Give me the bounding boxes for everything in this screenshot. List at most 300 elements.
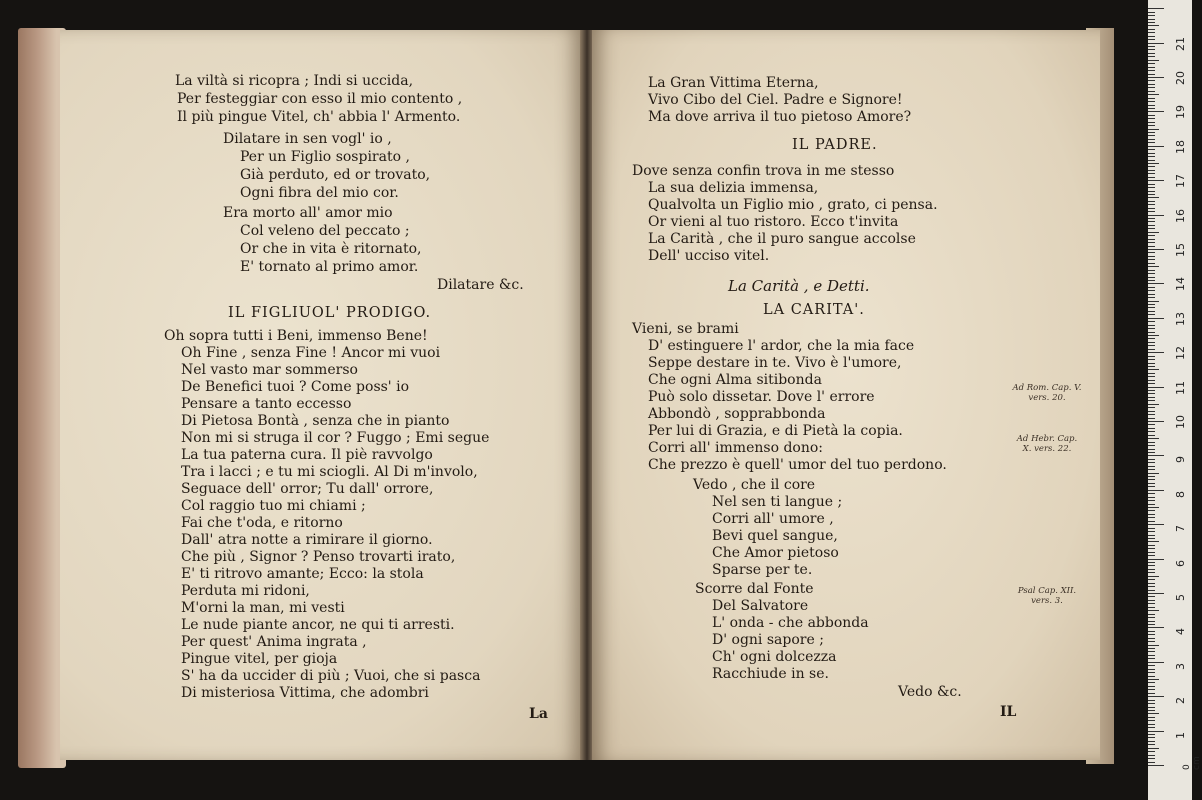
ruler-tick [1148, 142, 1155, 143]
text-line: Del Salvatore [712, 598, 809, 614]
ruler-tick [1148, 77, 1164, 78]
ruler-tick [1148, 60, 1159, 61]
ruler-tick [1148, 483, 1155, 484]
ruler-tick [1148, 607, 1155, 608]
text-line: Dell' ucciso vitel. [648, 248, 770, 264]
ruler-tick [1148, 565, 1155, 566]
ruler-tick [1148, 105, 1155, 106]
ruler-tick [1148, 74, 1155, 75]
ruler-tick [1148, 15, 1155, 16]
ruler-tick [1148, 160, 1155, 161]
ruler-tick [1148, 424, 1155, 425]
text-line: Che ogni Alma sitibonda [648, 372, 822, 388]
ruler-tick [1148, 153, 1155, 154]
ruler-tick [1148, 307, 1155, 308]
ruler-number: 17 [1174, 174, 1187, 189]
ruler-number: 21 [1174, 36, 1187, 51]
ruler-number: 20 [1174, 71, 1187, 85]
text-line: D' ogni sapore ; [712, 632, 824, 648]
ruler-tick [1148, 497, 1155, 498]
ruler-tick [1148, 645, 1159, 646]
ruler-tick [1148, 221, 1155, 222]
ruler-tick [1148, 473, 1159, 474]
ruler-tick [1148, 287, 1155, 288]
ruler-tick [1148, 349, 1155, 350]
ruler-number: 14 [1174, 277, 1187, 292]
ruler-tick [1148, 658, 1155, 659]
ruler-tick [1148, 596, 1155, 597]
text-line: Or vieni al tuo ristoro. Ecco t'invita [648, 214, 899, 230]
ruler-tick [1148, 400, 1155, 401]
ruler-tick [1148, 63, 1155, 64]
ruler-tick [1148, 748, 1159, 749]
text-line: Seppe destare in te. Vivo è l'umore, [648, 355, 902, 371]
text-line: La sua delizia immensa, [648, 180, 819, 196]
ruler-tick [1148, 239, 1155, 240]
ruler-tick [1148, 737, 1155, 738]
scene-heading: La Carità , e Detti. [728, 277, 870, 295]
ruler-number: 7 [1174, 525, 1187, 533]
ruler-tick [1148, 624, 1155, 625]
text-line: Già perduto, ed or trovato, [240, 167, 431, 183]
measuring-ruler [1148, 0, 1192, 800]
text-line: Ch' ogni dolcezza [712, 649, 837, 665]
ruler-tick [1148, 579, 1155, 580]
text-line: Di misteriosa Vittima, che adombri [181, 685, 429, 701]
ruler-tick [1148, 80, 1155, 81]
ruler-tick [1148, 744, 1155, 745]
text-line: Può solo dissetar. Dove l' errore [648, 389, 875, 405]
text-line: Vedo &c. [898, 684, 962, 700]
ruler-tick [1148, 479, 1155, 480]
ruler-tick [1148, 469, 1155, 470]
ruler-tick [1148, 452, 1155, 453]
ruler-tick [1148, 273, 1155, 274]
ruler-tick [1148, 531, 1155, 532]
ruler-number: 16 [1174, 208, 1187, 223]
ruler-unit-label: 0 cm [1182, 756, 1202, 770]
text-line: Per festeggiar con esso il mio contento , [177, 91, 463, 107]
ruler-tick [1148, 724, 1155, 725]
text-line: E' tornato al primo amor. [240, 259, 419, 275]
ruler-tick [1148, 504, 1155, 505]
text-line: Bevi quel sangue, [712, 528, 838, 544]
left-page [60, 30, 582, 760]
ruler-tick [1148, 235, 1155, 236]
margin-note: Psal Cap. XII. vers. 3. [1017, 586, 1077, 606]
ruler-tick [1148, 641, 1155, 642]
ruler-tick [1148, 180, 1164, 181]
ruler-tick [1148, 166, 1155, 167]
ruler-tick [1148, 407, 1155, 408]
ruler-tick [1148, 476, 1155, 477]
ruler-tick [1148, 614, 1155, 615]
ruler-tick [1148, 686, 1155, 687]
ruler-number: 5 [1174, 594, 1187, 601]
ruler-tick [1148, 249, 1164, 250]
ruler-tick [1148, 70, 1155, 71]
ruler-tick [1148, 163, 1159, 164]
ruler-tick [1148, 762, 1155, 763]
ruler-tick [1148, 486, 1155, 487]
text-line: Qualvolta un Figlio mio , grato, ci pensa. [648, 197, 938, 213]
ruler-tick [1148, 228, 1155, 229]
text-line: Nel vasto mar sommerso [181, 362, 358, 378]
speaker-heading: LA CARITA'. [763, 302, 865, 318]
ruler-tick [1148, 710, 1155, 711]
text-line: Vedo , che il core [693, 477, 816, 493]
ruler-tick [1148, 562, 1155, 563]
ruler-tick [1148, 53, 1155, 54]
ruler-number: 1 [1174, 731, 1187, 739]
ruler-tick [1148, 651, 1155, 652]
ruler-tick [1148, 208, 1155, 209]
ruler-tick [1148, 187, 1155, 188]
ruler-tick [1148, 94, 1159, 95]
ruler-tick [1148, 266, 1159, 267]
ruler-tick [1148, 242, 1155, 243]
ruler-tick [1148, 263, 1155, 264]
ruler-tick [1148, 524, 1164, 525]
text-line: L' onda - che abbonda [712, 615, 869, 631]
ruler-tick [1148, 32, 1155, 33]
ruler-tick [1148, 211, 1155, 212]
ruler-tick [1148, 459, 1155, 460]
ruler-tick [1148, 707, 1155, 708]
ruler-tick [1148, 741, 1155, 742]
ruler-number: 8 [1174, 490, 1187, 498]
ruler-tick [1148, 376, 1155, 377]
ruler-tick [1148, 363, 1155, 364]
ruler-tick [1148, 627, 1164, 628]
ruler-tick [1148, 682, 1155, 683]
ruler-tick [1148, 338, 1155, 339]
ruler-tick [1148, 586, 1155, 587]
text-line: Le nude piante ancor, ne qui ti arresti. [181, 617, 455, 633]
ruler-tick [1148, 617, 1155, 618]
ruler-tick [1148, 335, 1159, 336]
ruler-tick [1148, 665, 1155, 666]
ruler-tick [1148, 115, 1155, 116]
ruler-number: 2 [1174, 697, 1187, 705]
ruler-tick [1148, 369, 1159, 370]
ruler-tick [1148, 555, 1155, 556]
ruler-tick [1148, 689, 1155, 690]
text-line: Perduta mi ridoni, [181, 583, 310, 599]
ruler-tick [1148, 535, 1155, 536]
text-line: La Carità , che il puro sangue accolse [648, 231, 916, 247]
speaker-heading: IL PADRE. [792, 137, 878, 153]
ruler-tick [1148, 648, 1155, 649]
ruler-tick [1148, 122, 1155, 123]
text-line: Sparse per te. [712, 562, 813, 578]
ruler-tick [1148, 177, 1155, 178]
ruler-number: 9 [1174, 456, 1187, 464]
ruler-tick [1148, 445, 1155, 446]
ruler-tick [1148, 572, 1155, 573]
ruler-tick [1148, 359, 1155, 360]
ruler-tick [1148, 438, 1159, 439]
book-cover-edge [18, 28, 66, 768]
ruler-tick [1148, 548, 1155, 549]
ruler-tick [1148, 514, 1155, 515]
ruler-tick [1148, 156, 1155, 157]
ruler-tick [1148, 755, 1155, 756]
ruler-tick [1148, 259, 1155, 260]
ruler-tick [1148, 703, 1155, 704]
ruler-tick [1148, 538, 1155, 539]
ruler-tick [1148, 414, 1155, 415]
text-line: M'orni la man, mi vesti [181, 600, 345, 616]
ruler-tick [1148, 435, 1155, 436]
ruler-tick [1148, 356, 1155, 357]
ruler-tick [1148, 101, 1155, 102]
ruler-tick [1148, 655, 1155, 656]
text-line: Non mi si struga il cor ? Fuggo ; Emi segue [181, 430, 490, 446]
ruler-tick [1148, 232, 1159, 233]
ruler-tick [1148, 373, 1155, 374]
text-line: Per lui di Grazia, e di Pietà la copia. [648, 423, 903, 439]
ruler-tick [1148, 751, 1155, 752]
ruler-tick [1148, 576, 1159, 577]
ruler-tick [1148, 345, 1155, 346]
text-line: Dall' atra notte a rimirare il giorno. [181, 532, 433, 548]
text-line: Vieni, se brami [632, 321, 739, 337]
ruler-tick [1148, 383, 1155, 384]
ruler-tick [1148, 500, 1155, 501]
ruler-tick [1148, 129, 1159, 130]
ruler-tick [1148, 49, 1155, 50]
ruler-tick [1148, 693, 1155, 694]
ruler-number: 4 [1174, 628, 1187, 636]
ruler-tick [1148, 731, 1164, 732]
ruler-tick [1148, 428, 1155, 429]
ruler-number: 3 [1174, 662, 1187, 670]
ruler-tick [1148, 696, 1164, 697]
ruler-tick [1148, 717, 1155, 718]
text-line: Vivo Cibo del Ciel. Padre e Signore! [648, 92, 903, 108]
ruler-tick [1148, 352, 1164, 353]
ruler-tick [1148, 662, 1164, 663]
ruler-number: 10 [1174, 415, 1187, 429]
ruler-number: 15 [1174, 243, 1187, 257]
ruler-tick [1148, 559, 1164, 560]
ruler-tick [1148, 283, 1164, 284]
ruler-number: 18 [1174, 139, 1187, 154]
ruler-tick [1148, 318, 1164, 319]
ruler-tick [1148, 149, 1155, 150]
ruler-tick [1148, 727, 1155, 728]
ruler-tick [1148, 418, 1155, 419]
ruler-tick [1148, 634, 1155, 635]
ruler-tick [1148, 29, 1155, 30]
ruler-tick [1148, 720, 1155, 721]
ruler-tick [1148, 84, 1155, 85]
ruler-tick [1148, 541, 1159, 542]
ruler-tick [1148, 218, 1155, 219]
catchword: IL [1000, 704, 1017, 720]
ruler-tick [1148, 39, 1155, 40]
ruler-tick [1148, 12, 1155, 13]
ruler-tick [1148, 170, 1155, 171]
text-line: Fai che t'oda, e ritorno [181, 515, 343, 531]
ruler-tick [1148, 194, 1155, 195]
ruler-tick [1148, 600, 1155, 601]
ruler-tick [1148, 517, 1155, 518]
text-line: Or che in vita è ritornato, [240, 241, 422, 257]
ruler-tick [1148, 8, 1164, 9]
text-line: S' ha da uccider di più ; Vuoi, che si pasca [181, 668, 481, 684]
ruler-tick [1148, 294, 1155, 295]
margin-note: Ad Rom. Cap. V. vers. 20. [1012, 383, 1082, 403]
ruler-tick [1148, 270, 1155, 271]
margin-note: Ad Hebr. Cap. X. vers. 22. [1016, 434, 1078, 454]
ruler-number: 11 [1174, 380, 1187, 395]
ruler-tick [1148, 311, 1155, 312]
ruler-tick [1148, 146, 1164, 147]
ruler-tick [1148, 280, 1155, 281]
ruler-tick [1148, 521, 1155, 522]
right-page [592, 30, 1100, 760]
ruler-tick [1148, 125, 1155, 126]
ruler-tick [1148, 528, 1155, 529]
text-line: Ma dove arriva il tuo pietoso Amore? [648, 109, 912, 125]
ruler-tick [1148, 431, 1155, 432]
ruler-tick [1148, 225, 1155, 226]
ruler-tick [1148, 569, 1155, 570]
ruler-tick [1148, 397, 1155, 398]
text-line: Col veleno del peccato ; [240, 223, 410, 239]
ruler-tick [1148, 314, 1155, 315]
text-line: Col raggio tuo mi chiami ; [181, 498, 366, 514]
ruler-tick [1148, 466, 1155, 467]
ruler-tick [1148, 672, 1155, 673]
ruler-tick [1148, 46, 1155, 47]
ruler-tick [1148, 184, 1155, 185]
ruler-tick [1148, 25, 1159, 26]
ruler-tick [1148, 734, 1155, 735]
text-line: La Gran Vittima Eterna, [648, 75, 819, 91]
ruler-tick [1148, 91, 1155, 92]
ruler-tick [1148, 43, 1164, 44]
text-line: Corri all' immenso dono: [648, 440, 823, 456]
ruler-number: 6 [1174, 559, 1187, 567]
ruler-tick [1148, 638, 1155, 639]
ruler-tick [1148, 669, 1155, 670]
ruler-tick [1148, 603, 1155, 604]
ruler-number: 13 [1174, 311, 1187, 326]
ruler-tick [1148, 631, 1155, 632]
ruler-tick [1148, 545, 1155, 546]
text-line: Pensare a tanto eccesso [181, 396, 352, 412]
ruler-tick [1148, 380, 1155, 381]
ruler-tick [1148, 390, 1155, 391]
ruler-number: 19 [1174, 105, 1187, 120]
text-line: Oh Fine , senza Fine ! Ancor mi vuoi [181, 345, 441, 361]
text-line: Che Amor pietoso [712, 545, 839, 561]
ruler-tick [1148, 36, 1155, 37]
ruler-tick [1148, 321, 1155, 322]
text-line: D' estinguere l' ardor, che la mia face [648, 338, 915, 354]
ruler-tick [1148, 366, 1155, 367]
ruler-tick [1148, 328, 1155, 329]
ruler-tick [1148, 342, 1155, 343]
catchword: La [529, 706, 548, 722]
text-line: Racchiude in se. [712, 666, 829, 682]
ruler-tick [1148, 507, 1159, 508]
ruler-tick [1148, 111, 1164, 112]
text-line: Per quest' Anima ingrata , [181, 634, 367, 650]
ruler-tick [1148, 191, 1155, 192]
ruler-tick [1148, 387, 1164, 388]
ruler-tick [1148, 139, 1155, 140]
text-line: Tra i lacci ; e tu mi sciogli. Al Di m'involo, [181, 464, 478, 480]
text-line: Ogni fibra del mio cor. [240, 185, 399, 201]
ruler-tick [1148, 301, 1159, 302]
ruler-tick [1148, 758, 1155, 759]
ruler-tick [1148, 462, 1155, 463]
ruler-tick [1148, 676, 1155, 677]
ruler-tick [1148, 679, 1159, 680]
ruler-tick [1148, 393, 1155, 394]
ruler-tick [1148, 510, 1155, 511]
ruler-tick [1148, 197, 1159, 198]
ruler-tick [1148, 19, 1155, 20]
ruler-tick [1148, 246, 1155, 247]
ruler-tick [1148, 765, 1164, 766]
text-line: Dove senza confin trova in me stesso [632, 163, 895, 179]
ruler-tick [1148, 583, 1155, 584]
text-line: Pingue vitel, per gioja [181, 651, 338, 667]
ruler-tick [1148, 449, 1155, 450]
ruler-tick [1148, 304, 1155, 305]
ruler-tick [1148, 256, 1155, 257]
ruler-tick [1148, 404, 1159, 405]
text-line: Scorre dal Fonte [695, 581, 814, 597]
text-line: Corri all' umore , [712, 511, 834, 527]
ruler-tick [1148, 593, 1164, 594]
text-line: Che più , Signor ? Penso trovarti irato, [181, 549, 456, 565]
text-line: Dilatare in sen vogl' io , [223, 131, 392, 147]
ruler-tick [1148, 87, 1155, 88]
ruler-tick [1148, 332, 1155, 333]
ruler-tick [1148, 442, 1155, 443]
ruler-tick [1148, 455, 1164, 456]
ruler-tick [1148, 552, 1155, 553]
text-line: Di Pietosa Bontà , senza che in pianto [181, 413, 450, 429]
ruler-tick [1148, 201, 1155, 202]
speaker-heading: IL FIGLIUOL' PRODIGO. [228, 305, 432, 321]
ruler-tick [1148, 493, 1155, 494]
ruler-tick [1148, 325, 1155, 326]
ruler-tick [1148, 297, 1155, 298]
text-line: Il più pingue Vitel, ch' abbia l' Armento. [177, 109, 461, 125]
text-line: E' ti ritrovo amante; Ecco: la stola [181, 566, 424, 582]
text-line: De Benefici tuoi ? Come poss' io [181, 379, 410, 395]
text-line: Abbondò , sopprabbonda [648, 406, 826, 422]
text-line: Per un Figlio sospirato , [240, 149, 410, 165]
ruler-tick [1148, 252, 1155, 253]
ruler-number: 12 [1174, 346, 1187, 361]
text-line: Nel sen ti langue ; [712, 494, 843, 510]
ruler-tick [1148, 713, 1159, 714]
ruler-tick [1148, 490, 1164, 491]
ruler-tick [1148, 590, 1155, 591]
text-line: La tua paterna cura. Il piè ravvolgo [181, 447, 433, 463]
ruler-tick [1148, 421, 1164, 422]
text-line: Oh sopra tutti i Beni, immenso Bene! [164, 328, 428, 344]
text-line: Che prezzo è quell' umor del tuo perdono. [648, 457, 947, 473]
